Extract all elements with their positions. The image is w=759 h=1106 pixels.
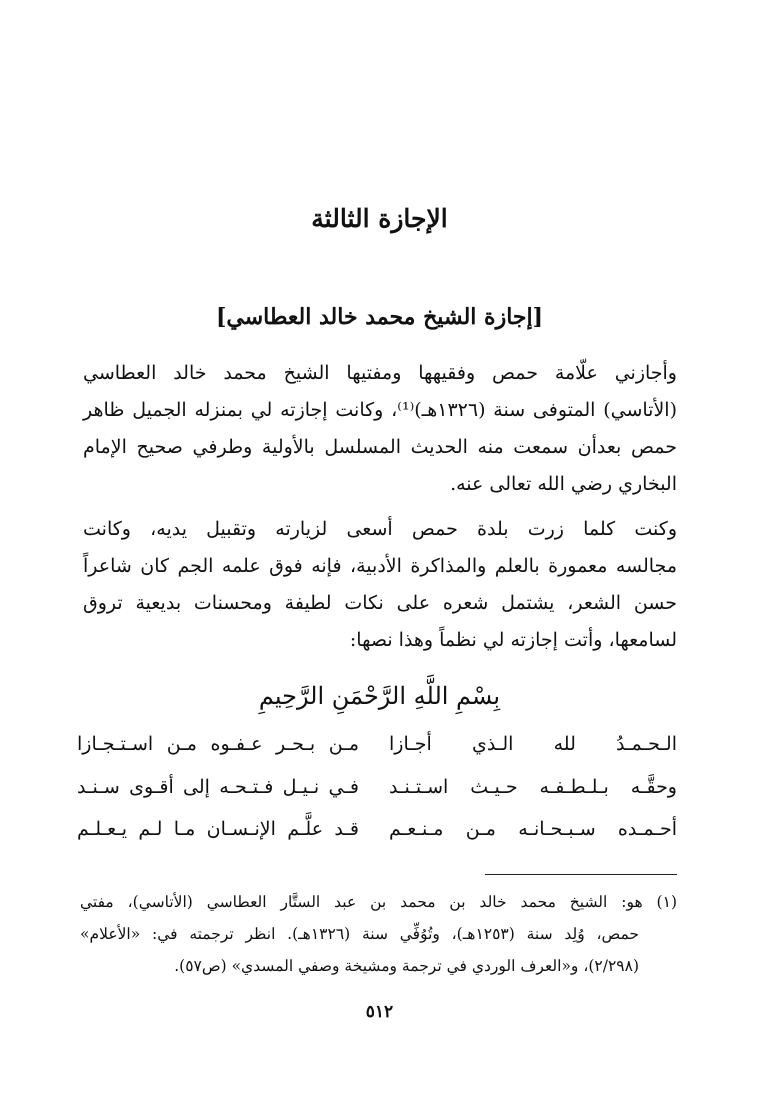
paragraph-line: البخاري رضي الله تعالى عنه.: [450, 473, 677, 495]
verse-first-hemistich: الـحـمـدُ لله الـذي أجـازا: [389, 733, 677, 755]
verse-row: [77, 733, 677, 769]
verse-second-hemistich: مـن بـحـر عـفـوه مـن اسـتـجـازا: [77, 733, 359, 755]
verse-second-hemistich: قـد علَّـم الإنـسـان مـا لـم يـعـلـم: [77, 818, 359, 840]
verse-row: [77, 818, 677, 854]
paragraph-line: وكنت كلما زرت بلدة حمص أسعى لزيارته وتقبيل يديه، وكانت: [83, 518, 677, 540]
footnote-line: (٢/٢٩٨)، و«العرف الوردي في ترجمة ومشيخة وصفي المسدي» (ص٥٧).: [174, 957, 639, 975]
page-number: ٥١٢: [365, 1002, 394, 1022]
paragraph-line: لسامعها، وأتت إجازته لي نظماً وهذا نصها:: [349, 629, 677, 651]
basmala: بِسْمِ اللَّهِ الرَّحْمَنِ الرَّحِيمِ: [258, 682, 501, 710]
footnote-line: (١) هو: الشيخ محمد خالد بن محمد بن عبد الستَّار العطاسي (الأتاسي)، مفتي: [80, 893, 677, 911]
footnote-line: حمص، وُلِد سنة (١٢٥٣هـ)، وتُوُفِّي سنة (١٣٢٦هـ). انظر ترجمته في: «الأعلام»: [80, 925, 640, 943]
paragraph-2: [83, 511, 677, 659]
chapter-title: الإجازة الثالثة: [311, 204, 448, 233]
verse-row: [77, 776, 677, 812]
verse-first-hemistich: وحقَّـه بـلـطـفـه حـيـث اسـتـنـد: [389, 776, 677, 798]
paragraph-line: مجالسه معمورة بالعلم والمذاكرة الأدبية، فإنه فوق علمه الجم كان شاعراً: [83, 555, 677, 577]
paragraph-line: حسن الشعر، يشتمل شعره على نكات لطيفة ومحسنات بديعية تروق: [83, 592, 677, 614]
paragraph-line: (الأتاسي) المتوفى سنة (١٣٢٦هـ)⁽¹⁾، وكانت إجازته لي بمنزله الجميل ظاهر: [83, 399, 677, 421]
section-title: [إجازة الشيخ محمد خالد العطاسي]: [215, 304, 544, 330]
footnote-separator: [485, 874, 677, 875]
paragraph-1: [83, 355, 677, 503]
footnote: [80, 886, 677, 982]
paragraph-line: حمص بعدأن سمعت منه الحديث المسلسل بالأولية وطرفي صحيح الإمام: [83, 436, 677, 458]
paragraph-line: وأجازني علّامة حمص وفقيهها ومفتيها الشيخ محمد خالد العطاسي: [83, 362, 677, 384]
verse-first-hemistich: أحـمـده سـبـحـانـه مـن مـنـعـم: [389, 818, 677, 840]
verse-second-hemistich: فـي نـيـل فـتـحـه إلى أقـوى سـنـد: [77, 776, 359, 798]
